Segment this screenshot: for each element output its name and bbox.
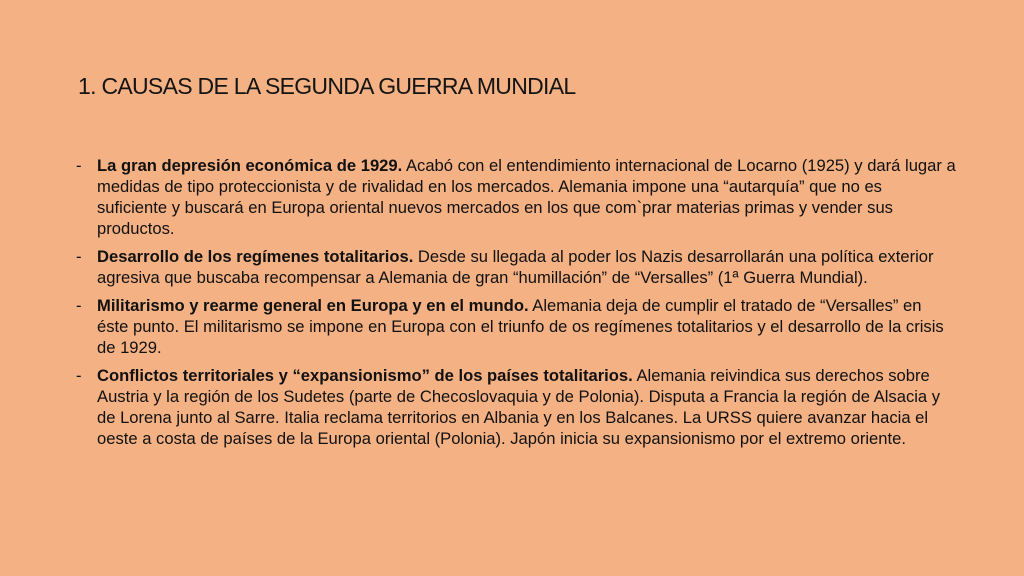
item-text: Alemania deja de cumplir el tratado de “Versalles” en éste punto. El militarismo se impone en Europa con el triunfo de os regímenes totalitarios y el desarrollo de la crisis de 1929.: [97, 296, 944, 357]
item-text: Alemania reivindica sus derechos sobre Austria y la región de los Sudetes (parte de Checoslovaquia y de Polonia). Disputa a Francia la región de Alsacia y de Lorena junto al Sarre. Italia reclama territorios en Albania y en los Balcanes. La URSS quiere avanzar hacia el oeste a costa de países de la Europa oriental (Polonia). Japón inicia su expansionismo por el extremo oriente.: [97, 366, 941, 448]
bullet-dash: -: [76, 156, 82, 175]
list-item: [76, 295, 956, 358]
item-heading: Conflictos territoriales y “expansionismo” de los países totalitarios.: [97, 366, 633, 385]
bullet-dash: -: [76, 366, 82, 385]
list-item: [76, 246, 956, 288]
list-item: [76, 155, 956, 239]
item-heading: La gran depresión económica de 1929.: [97, 156, 403, 175]
bullet-dash: -: [76, 247, 82, 266]
item-heading: Militarismo y rearme general en Europa y en el mundo.: [97, 296, 529, 315]
item-text: Desde su llegada al poder los Nazis desarrollarán una política exterior agresiva que buscaba recompensar a Alemania de gran “humillación” de “Versalles” (1ª Guerra Mundial).: [97, 247, 934, 287]
list-item: [76, 365, 956, 449]
slide-title: 1. CAUSAS DE LA SEGUNDA GUERRA MUNDIAL: [78, 73, 576, 99]
item-text: Acabó con el entendimiento internacional de Locarno (1925) y dará lugar a medidas de tipo proteccionista y de rivalidad en los mercados. Alemania impone una “autarquía” que no es suficiente y buscará en Europa oriental nuevos mercados en los que com`prar materias primas y vender sus productos.: [97, 156, 956, 238]
item-heading: Desarrollo de los regímenes totalitarios.: [97, 247, 414, 266]
bullet-list: [76, 155, 956, 456]
bullet-dash: -: [76, 296, 82, 315]
